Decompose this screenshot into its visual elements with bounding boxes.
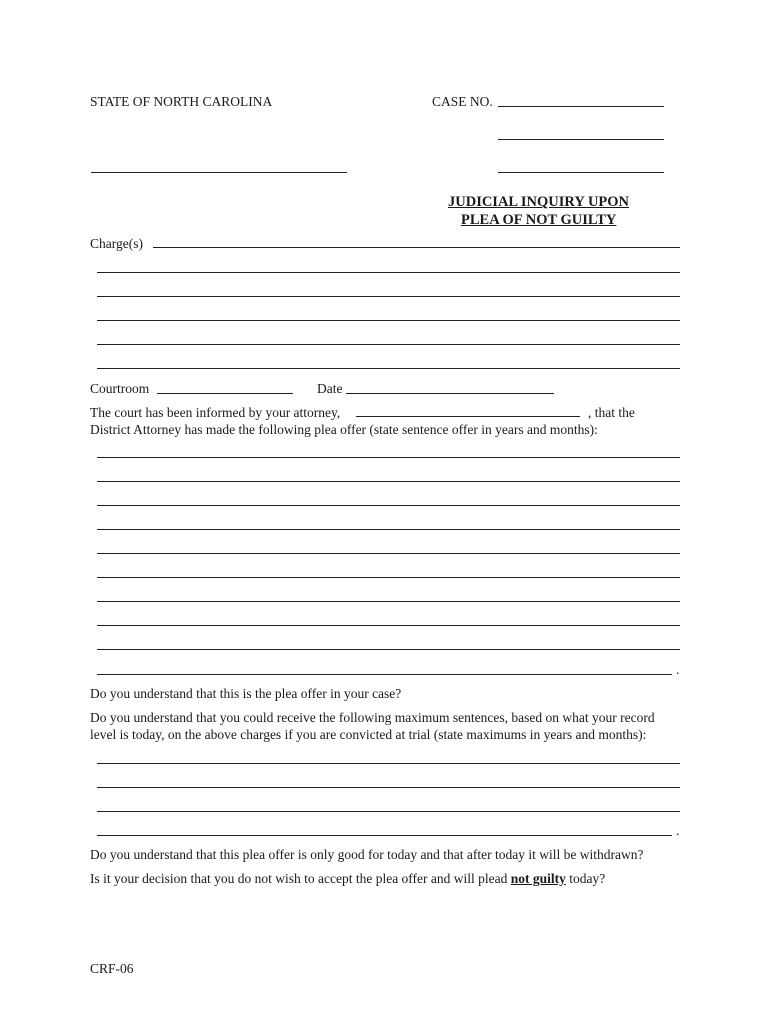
max-sentence-field-1[interactable] <box>97 763 680 764</box>
case-no-label: CASE NO. <box>432 94 493 109</box>
case-no-field-3[interactable] <box>498 172 664 173</box>
plea-offer-field-2[interactable] <box>97 481 680 482</box>
not-guilty-emphasis: not guilty <box>510 871 566 886</box>
charges-field-4[interactable] <box>97 320 680 321</box>
courtroom-label: Courtroom <box>90 381 150 396</box>
case-no-field-2[interactable] <box>498 139 664 140</box>
attorney-name-field[interactable] <box>356 416 580 417</box>
state-label: STATE OF NORTH CAROLINA <box>90 94 273 109</box>
case-no-field[interactable] <box>498 106 664 107</box>
informed-text-line2: District Attorney has made the following plea offer (state sentence offer in years and months): <box>90 422 598 437</box>
plea-offer-field-7[interactable] <box>97 601 680 602</box>
plea-offer-field-10[interactable] <box>97 674 672 675</box>
plea-offer-field-4[interactable] <box>97 529 680 530</box>
plea-offer-field-9[interactable] <box>97 649 680 650</box>
question-decision-before: Is it your decision that you do not wish to accept the plea offer and will plead <box>90 871 508 886</box>
charges-field-1[interactable] <box>153 247 680 248</box>
question-offer-today: Do you understand that this plea offer is only good for today and that after today it will be withdrawn? <box>90 847 644 862</box>
charges-field-3[interactable] <box>97 296 680 297</box>
county-field[interactable] <box>91 172 347 173</box>
informed-text-after: , that the <box>588 405 635 420</box>
informed-text-before: The court has been informed by your attorney, <box>90 405 341 420</box>
form-title-line1: JUDICIAL INQUIRY UPON <box>448 194 630 210</box>
charges-field-5[interactable] <box>97 344 680 345</box>
question-decision <box>90 871 605 887</box>
max-sentence-field-3[interactable] <box>97 811 680 812</box>
plea-offer-field-8[interactable] <box>97 625 680 626</box>
plea-offer-field-5[interactable] <box>97 553 680 554</box>
question-max-sentence-line1: Do you understand that you could receive the following maximum sentences, based on what your record <box>90 710 655 725</box>
courtroom-field[interactable] <box>157 393 293 394</box>
max-sentence-field-4[interactable] <box>97 835 672 836</box>
charges-field-6[interactable] <box>97 368 680 369</box>
question-decision-after: today? <box>569 871 606 886</box>
plea-offer-period: . <box>676 662 680 677</box>
plea-offer-field-1[interactable] <box>97 457 680 458</box>
plea-offer-field-6[interactable] <box>97 577 680 578</box>
date-label: Date <box>317 381 343 396</box>
max-sentence-period: . <box>676 823 680 838</box>
form-code: CRF-06 <box>90 961 134 976</box>
date-field[interactable] <box>346 393 554 394</box>
charges-field-2[interactable] <box>97 272 680 273</box>
max-sentence-field-2[interactable] <box>97 787 680 788</box>
question-max-sentence-line2: level is today, on the above charges if you are convicted at trial (state maximums in years and months): <box>90 727 647 742</box>
question-plea-offer: Do you understand that this is the plea offer in your case? <box>90 686 402 701</box>
plea-offer-field-3[interactable] <box>97 505 680 506</box>
charges-label: Charge(s) <box>90 236 143 251</box>
form-title-line2: PLEA OF NOT GUILTY <box>461 212 617 228</box>
